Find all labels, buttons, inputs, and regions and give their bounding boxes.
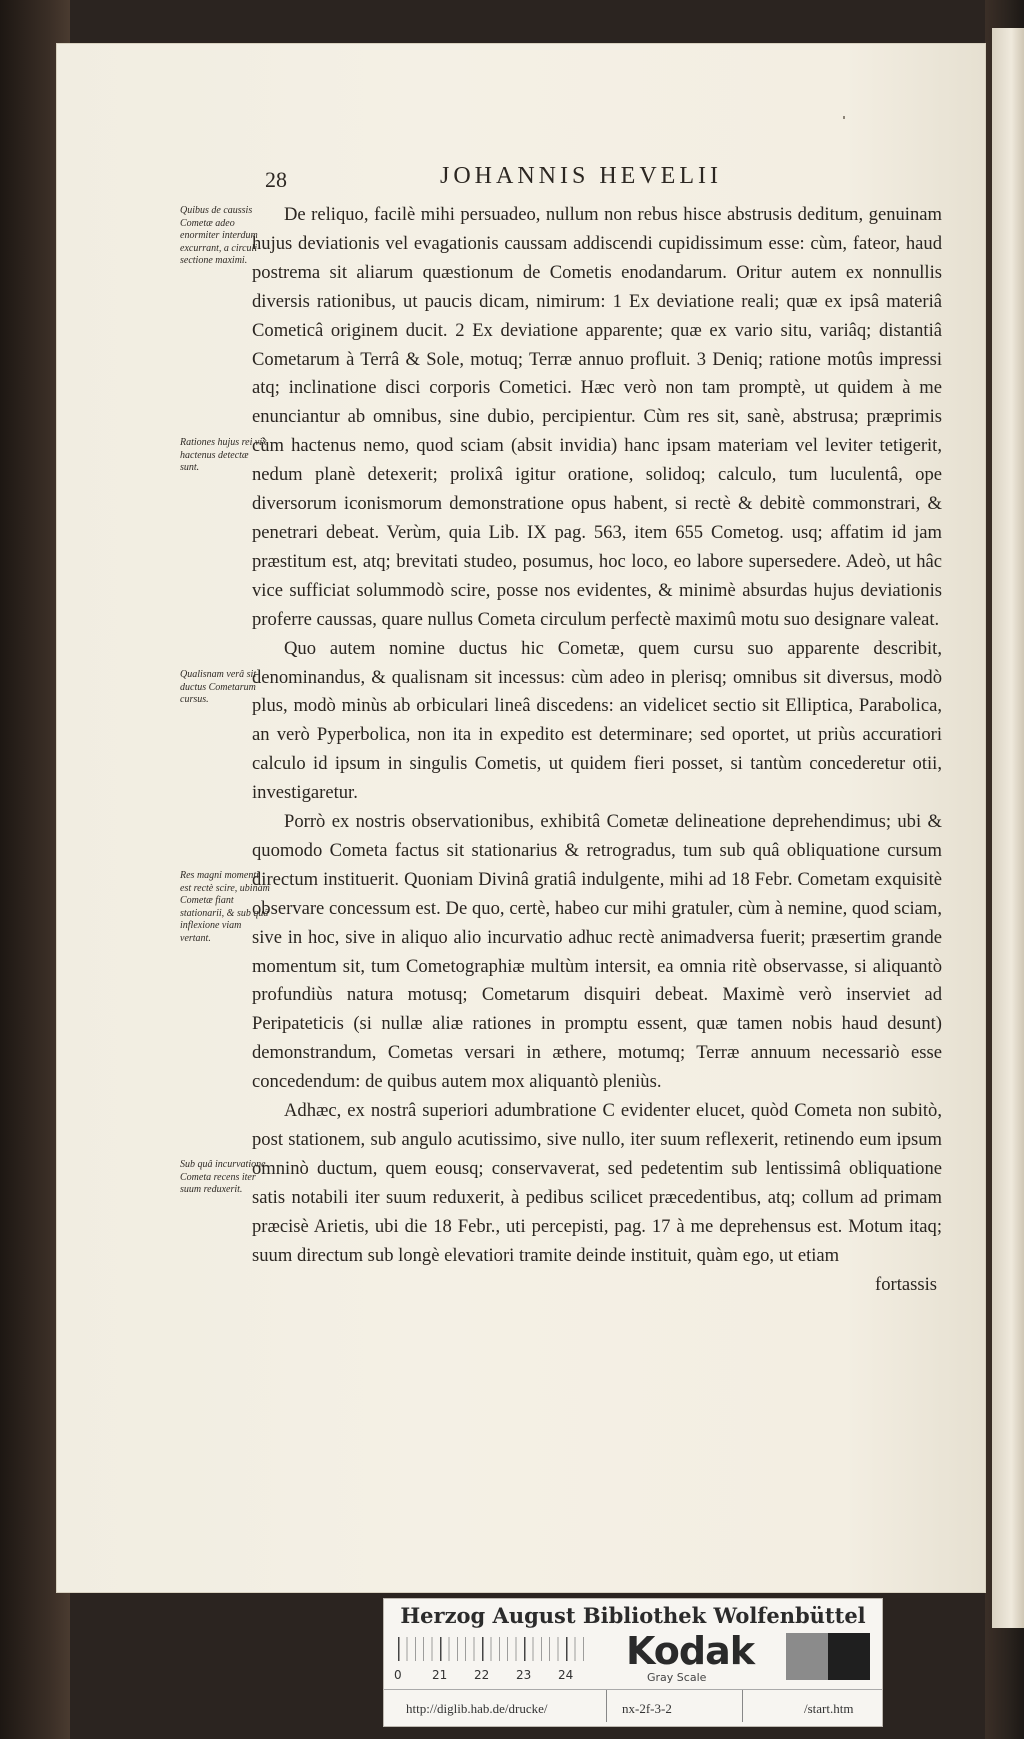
library-name: Herzog August Bibliothek Wolfenbüttel — [400, 1603, 866, 1628]
divider — [742, 1690, 743, 1722]
start-page: /start.htm — [804, 1701, 854, 1716]
margin-note-4: Res magni momenti est rectè scire, ubinam Cometæ fiant stationarii, & sub quâ inflexione viam vertant. — [180, 870, 270, 944]
page-number: 28 — [265, 167, 287, 192]
black-swatch — [828, 1633, 870, 1680]
digital-library-url: http://diglib.hab.de/drucke/ — [406, 1701, 548, 1716]
paragraph-1: De reliquo, facilè mihi persuadeo, nullum non rebus hisce abstrusis deditum, genuinam hujus deviationis vel evagationis caussam addiscendi cupidissimum esse: cùm, fateor, haud postrema sit aliarum quæstionum de Cometis enodandarum. Oritur autem ex nonnullis diversis rationibus, ut paucis dicam, nimirum: 1 Ex deviatione reali; quæ ex ipsâ materiâ Cometicâ originem ducit. 2 Ex deviatione apparente; quæ ex vario situ, variâq; distantiâ Cometarum à Terrâ & Sole, motuq; Terræ annuo profluit. 3 Deniq; ratione motûs impressi atq; inclinatione disci corporis Cometici. Hæc verò non tam promptè, ut quidem à me enunciantur ab omnibus, sine dubio, percipientur. Cùm res sit, sanè, abstrusa; præprimis cùm hactenus nemo, quod sciam (absit invidia) hanc ipsam materiam vel leviter tetigerit, nedum planè detexerit; prolixâ igitur oratione, solidoq; calculo, tum luculentâ, ope diversorum iconismorum demonstratione opus habent, si rectè & debitè commonstrari, & penetrari debeat. Verùm, quia Lib. IX pag. 563, item 655 Cometog. usq; affatim id jam præstitum est, atq; brevitati studeo, posumus, hoc loco, eo labore supersedere. Adeò, ut hâc vice sufficiat solummodò scire, posse nos evidentes, & minimè absurdas hujus deviationis proferre caussas, quare nullus Cometa circulum perfectè maximû motu suo designare valeat. — [252, 204, 942, 630]
running-head: JOHANNIS HEVELII — [440, 163, 722, 189]
library-scale-card — [383, 1598, 883, 1727]
paragraph-3: Porrò ex nostris observationibus, exhibitâ Cometæ delineatione deprehendimus; ubi & quomodo Cometa factus sit stationarius & retrogradus, tum sub quâ obliquatione cursum directum instituerit. Quoniam Divinâ gratiâ indulgente, mihi ad 18 Febr. Cometam exquisitè observare concessum est. De quo, certè, habeo cur mihi gratuler, cùm à nemine, quod sciam, sive in hoc, sive in aliquo alio incurvatio adhuc rectè animadversa fuerit; præsertim grande momentum sit, tum Cometographiæ multùm intersit, ea omnia ritè observasse, si aliquantò profundiùs natura motusq; Cometarum disquiri debeat. Maximè verò inserviet ad Peripateticis (si nullæ aliæ rationes in promptu essent, quæ tamen nobis haud desunt) demonstrandum, Cometas versari in æthere, motumq; Terræ annuum necessariò esse concedendum: de quibus autem mox aliquantò pleniùs. — [252, 811, 942, 1093]
divider — [606, 1690, 607, 1722]
ruler-number: 0 — [394, 1668, 402, 1682]
margin-note-2: Rationes hujus rei vix hactenus detectæ sunt. — [180, 437, 267, 473]
ruler-number: 21 — [432, 1668, 448, 1682]
ruler-scale — [398, 1637, 588, 1663]
paragraph-4: Adhæc, ex nostrâ superiori adumbratione C evidenter elucet, quòd Cometa non subitò, post stationem, sub angulo acutissimo, sive nullo, iter suum reflexerit, retinendo eum ipsum omninò ductum, quem eousq; conservaverat, sed pedetentim sub lentissimâ obliquatione satis notabili iter suum reduxerit, à pedibus scilicet præcedentibus, atq; collum ad primam præcisè Arietis, ubi die 18 Febr., uti percepisti, pag. 17 à me deprehensus est. Motum itaq; suum directum sub longè elevatiori tramite deinde instituit, quàm ego, ut etiam — [252, 1100, 942, 1266]
paragraph-2: Quo autem nomine ductus hic Cometæ, quem cursu suo apparente describit, denominandus, & qualisnam sit incessus: cùm adeo in plerisq; omnibus sit diversus, modò plus, modò minùs ab orbiculari lineâ discedens: an videlicet sectio sit Elliptica, Parabolica, an verò Pyperbolica, non ita in expedito est determinare; sed oportet, ut priùs accuratiori calculo id ipsum in singulis Cometis, ut quidem fieri posset, si tantùm concederetur otii, investigaretur. — [252, 637, 942, 804]
ruler-major-ticks — [398, 1637, 588, 1661]
shelfmark: nx-2f-3-2 — [622, 1701, 672, 1716]
kodak-logo: Kodak — [626, 1629, 754, 1673]
ruler-number: 23 — [516, 1668, 532, 1682]
gray-scale-label: Gray Scale — [647, 1671, 707, 1684]
url-row — [384, 1696, 882, 1720]
pencil-mark — [843, 116, 845, 119]
margin-note-1: Quibus de caussis Cometæ adeo enormiter interdum excurrant, a circuli sectione maximi. — [180, 205, 258, 266]
divider — [384, 1689, 882, 1690]
ruler-number: 24 — [558, 1668, 574, 1682]
main-text — [252, 201, 942, 1299]
page-header — [265, 163, 825, 199]
next-page-edge — [992, 28, 1024, 1628]
margin-note-5: Sub quâ incurvatione Cometa recens iter suum reduxerit. — [180, 1159, 266, 1195]
ruler-numbers — [388, 1668, 608, 1684]
ruler-number: 22 — [474, 1668, 490, 1682]
grey-swatch — [786, 1633, 828, 1680]
catchword: fortassis — [875, 1273, 937, 1295]
margin-note-3: Qualisnam verâ sit ductus Cometarum cursus. — [180, 669, 257, 705]
